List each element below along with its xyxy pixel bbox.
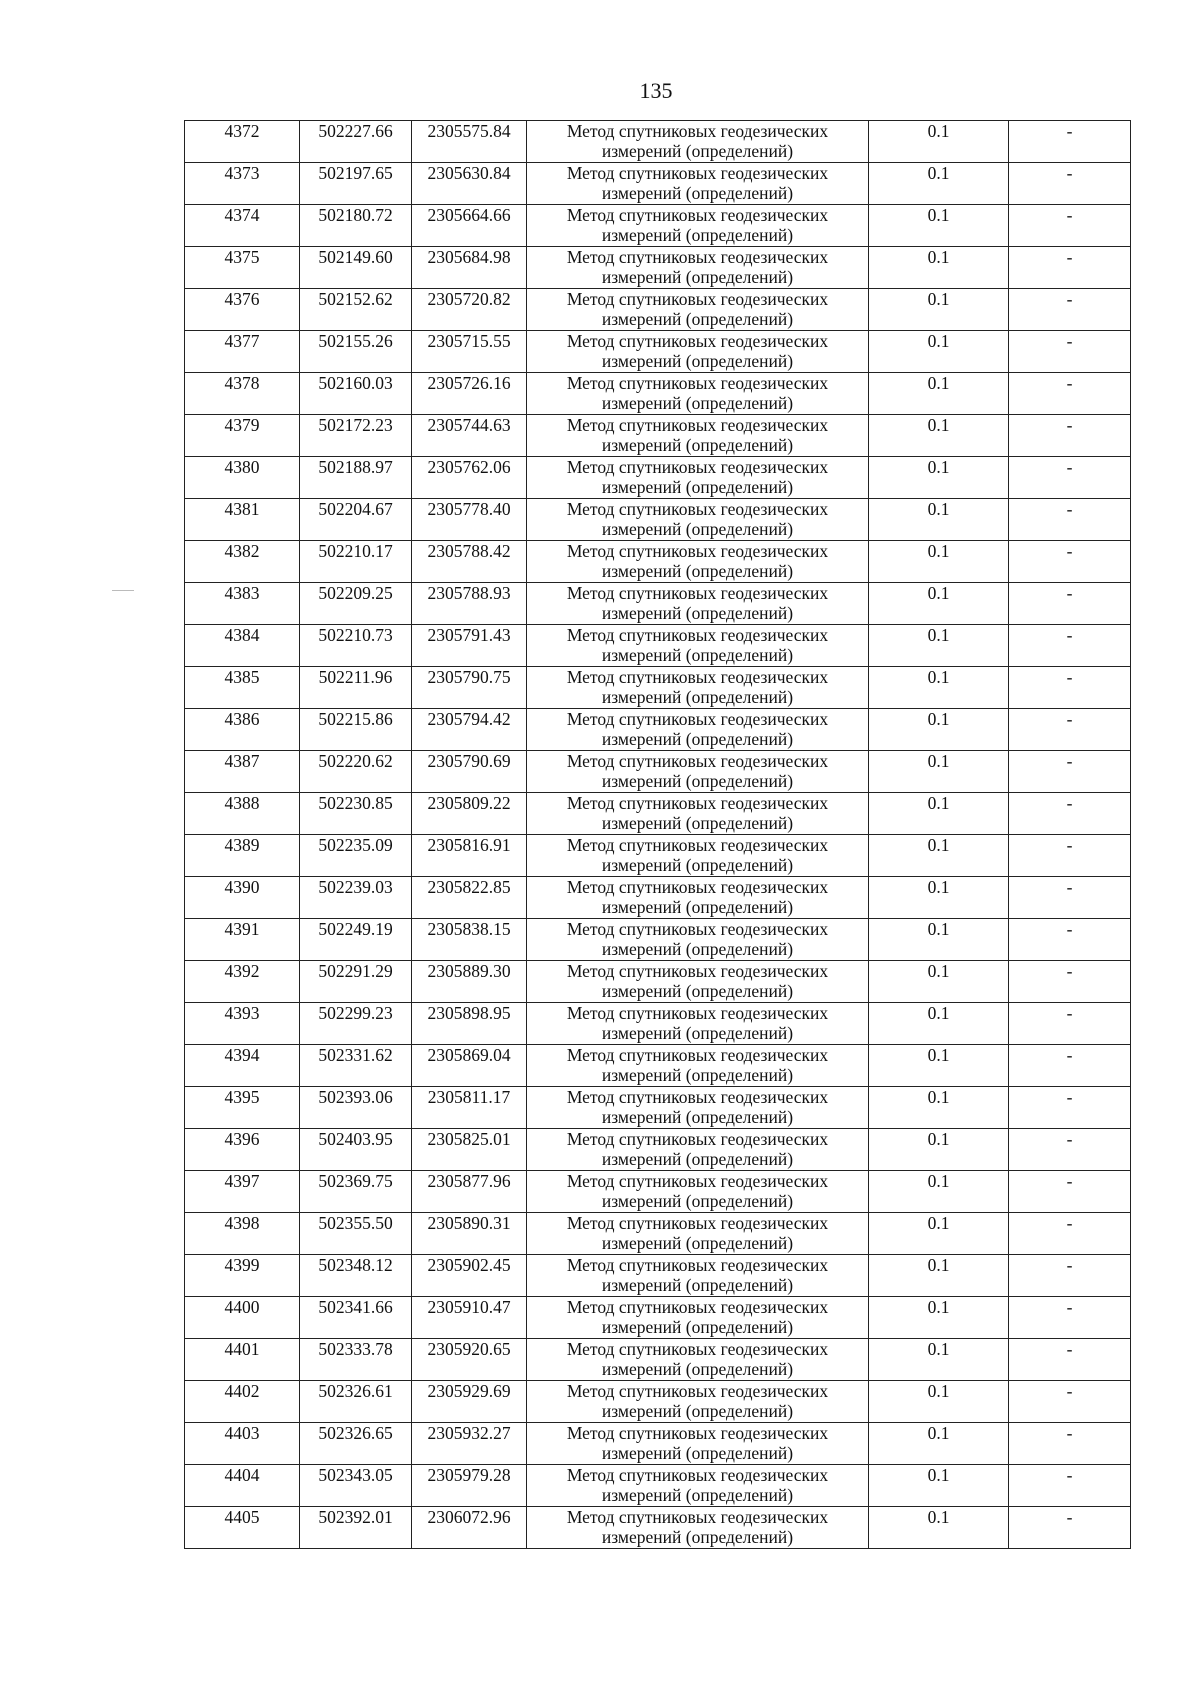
x-coordinate-cell: 502331.62 — [300, 1045, 412, 1087]
point-number-cell: 4392 — [185, 961, 300, 1003]
note-cell: - — [1009, 1381, 1131, 1423]
method-cell: Метод спутниковых геодезических измерений (определений) — [527, 751, 869, 793]
note-cell: - — [1009, 289, 1131, 331]
y-coordinate-cell: 2305762.06 — [412, 457, 527, 499]
x-coordinate-cell: 502291.29 — [300, 961, 412, 1003]
note-cell: - — [1009, 205, 1131, 247]
accuracy-cell: 0.1 — [869, 457, 1009, 499]
x-coordinate-cell: 502235.09 — [300, 835, 412, 877]
method-cell: Метод спутниковых геодезических измерений (определений) — [527, 1465, 869, 1507]
point-number-cell: 4374 — [185, 205, 300, 247]
table-row — [185, 415, 1131, 457]
x-coordinate-cell: 502369.75 — [300, 1171, 412, 1213]
method-cell: Метод спутниковых геодезических измерений (определений) — [527, 793, 869, 835]
note-cell: - — [1009, 1507, 1131, 1549]
point-number-cell: 4391 — [185, 919, 300, 961]
accuracy-cell: 0.1 — [869, 205, 1009, 247]
y-coordinate-cell: 2305778.40 — [412, 499, 527, 541]
x-coordinate-cell: 502326.61 — [300, 1381, 412, 1423]
method-cell: Метод спутниковых геодезических измерений (определений) — [527, 1423, 869, 1465]
accuracy-cell: 0.1 — [869, 331, 1009, 373]
accuracy-cell: 0.1 — [869, 1171, 1009, 1213]
method-cell: Метод спутниковых геодезических измерений (определений) — [527, 541, 869, 583]
accuracy-cell: 0.1 — [869, 793, 1009, 835]
point-number-cell: 4403 — [185, 1423, 300, 1465]
method-cell: Метод спутниковых геодезических измерений (определений) — [527, 1213, 869, 1255]
point-number-cell: 4385 — [185, 667, 300, 709]
note-cell: - — [1009, 709, 1131, 751]
point-number-cell: 4379 — [185, 415, 300, 457]
table-row — [185, 541, 1131, 583]
accuracy-cell: 0.1 — [869, 1381, 1009, 1423]
note-cell: - — [1009, 835, 1131, 877]
accuracy-cell: 0.1 — [869, 1339, 1009, 1381]
accuracy-cell: 0.1 — [869, 415, 1009, 457]
method-cell: Метод спутниковых геодезических измерений (определений) — [527, 877, 869, 919]
x-coordinate-cell: 502160.03 — [300, 373, 412, 415]
y-coordinate-cell: 2305790.75 — [412, 667, 527, 709]
table-row — [185, 499, 1131, 541]
x-coordinate-cell: 502355.50 — [300, 1213, 412, 1255]
table-row — [185, 1297, 1131, 1339]
table-row — [185, 1087, 1131, 1129]
note-cell: - — [1009, 163, 1131, 205]
method-cell: Метод спутниковых геодезических измерений (определений) — [527, 835, 869, 877]
note-cell: - — [1009, 1465, 1131, 1507]
note-cell: - — [1009, 541, 1131, 583]
accuracy-cell: 0.1 — [869, 961, 1009, 1003]
note-cell: - — [1009, 1213, 1131, 1255]
accuracy-cell: 0.1 — [869, 1297, 1009, 1339]
x-coordinate-cell: 502403.95 — [300, 1129, 412, 1171]
accuracy-cell: 0.1 — [869, 1087, 1009, 1129]
point-number-cell: 4394 — [185, 1045, 300, 1087]
table-row — [185, 457, 1131, 499]
accuracy-cell: 0.1 — [869, 541, 1009, 583]
table-row — [185, 793, 1131, 835]
method-cell: Метод спутниковых геодезических измерений (определений) — [527, 1045, 869, 1087]
y-coordinate-cell: 2305630.84 — [412, 163, 527, 205]
table-row — [185, 1465, 1131, 1507]
note-cell: - — [1009, 247, 1131, 289]
x-coordinate-cell: 502180.72 — [300, 205, 412, 247]
accuracy-cell: 0.1 — [869, 247, 1009, 289]
point-number-cell: 4384 — [185, 625, 300, 667]
method-cell: Метод спутниковых геодезических измерений (определений) — [527, 1507, 869, 1549]
y-coordinate-cell: 2305979.28 — [412, 1465, 527, 1507]
note-cell: - — [1009, 1087, 1131, 1129]
table-row — [185, 1339, 1131, 1381]
point-number-cell: 4377 — [185, 331, 300, 373]
method-cell: Метод спутниковых геодезических измерений (определений) — [527, 919, 869, 961]
y-coordinate-cell: 2305744.63 — [412, 415, 527, 457]
table-row — [185, 163, 1131, 205]
point-number-cell: 4390 — [185, 877, 300, 919]
table-row — [185, 625, 1131, 667]
method-cell: Метод спутниковых геодезических измерений (определений) — [527, 331, 869, 373]
note-cell: - — [1009, 583, 1131, 625]
method-cell: Метод спутниковых геодезических измерений (определений) — [527, 1003, 869, 1045]
method-cell: Метод спутниковых геодезических измерений (определений) — [527, 1129, 869, 1171]
x-coordinate-cell: 502239.03 — [300, 877, 412, 919]
accuracy-cell: 0.1 — [869, 751, 1009, 793]
x-coordinate-cell: 502149.60 — [300, 247, 412, 289]
point-number-cell: 4387 — [185, 751, 300, 793]
note-cell: - — [1009, 331, 1131, 373]
point-number-cell: 4386 — [185, 709, 300, 751]
note-cell: - — [1009, 1171, 1131, 1213]
y-coordinate-cell: 2305920.65 — [412, 1339, 527, 1381]
note-cell: - — [1009, 793, 1131, 835]
method-cell: Метод спутниковых геодезических измерений (определений) — [527, 415, 869, 457]
method-cell: Метод спутниковых геодезических измерений (определений) — [527, 1297, 869, 1339]
point-number-cell: 4398 — [185, 1213, 300, 1255]
accuracy-cell: 0.1 — [869, 919, 1009, 961]
x-coordinate-cell: 502341.66 — [300, 1297, 412, 1339]
x-coordinate-cell: 502227.66 — [300, 121, 412, 163]
note-cell: - — [1009, 961, 1131, 1003]
x-coordinate-cell: 502230.85 — [300, 793, 412, 835]
x-coordinate-cell: 502343.05 — [300, 1465, 412, 1507]
point-number-cell: 4400 — [185, 1297, 300, 1339]
method-cell: Метод спутниковых геодезических измерений (определений) — [527, 583, 869, 625]
point-number-cell: 4383 — [185, 583, 300, 625]
table-row — [185, 919, 1131, 961]
accuracy-cell: 0.1 — [869, 1507, 1009, 1549]
y-coordinate-cell: 2305811.17 — [412, 1087, 527, 1129]
x-coordinate-cell: 502220.62 — [300, 751, 412, 793]
method-cell: Метод спутниковых геодезических измерений (определений) — [527, 1339, 869, 1381]
y-coordinate-cell: 2305575.84 — [412, 121, 527, 163]
note-cell: - — [1009, 1045, 1131, 1087]
method-cell: Метод спутниковых геодезических измерений (определений) — [527, 247, 869, 289]
table-row — [185, 709, 1131, 751]
point-number-cell: 4376 — [185, 289, 300, 331]
table-row — [185, 205, 1131, 247]
note-cell: - — [1009, 415, 1131, 457]
method-cell: Метод спутниковых геодезических измерений (определений) — [527, 163, 869, 205]
y-coordinate-cell: 2305816.91 — [412, 835, 527, 877]
y-coordinate-cell: 2305825.01 — [412, 1129, 527, 1171]
y-coordinate-cell: 2305898.95 — [412, 1003, 527, 1045]
x-coordinate-cell: 502249.19 — [300, 919, 412, 961]
accuracy-cell: 0.1 — [869, 1045, 1009, 1087]
accuracy-cell: 0.1 — [869, 667, 1009, 709]
note-cell: - — [1009, 1423, 1131, 1465]
point-number-cell: 4405 — [185, 1507, 300, 1549]
method-cell: Метод спутниковых геодезических измерений (определений) — [527, 667, 869, 709]
accuracy-cell: 0.1 — [869, 835, 1009, 877]
note-cell: - — [1009, 919, 1131, 961]
table-row — [185, 1129, 1131, 1171]
note-cell: - — [1009, 373, 1131, 415]
point-number-cell: 4396 — [185, 1129, 300, 1171]
point-number-cell: 4397 — [185, 1171, 300, 1213]
x-coordinate-cell: 502188.97 — [300, 457, 412, 499]
x-coordinate-cell: 502210.73 — [300, 625, 412, 667]
y-coordinate-cell: 2305889.30 — [412, 961, 527, 1003]
table-row — [185, 835, 1131, 877]
x-coordinate-cell: 502210.17 — [300, 541, 412, 583]
y-coordinate-cell: 2305720.82 — [412, 289, 527, 331]
table-row — [185, 751, 1131, 793]
method-cell: Метод спутниковых геодезических измерений (определений) — [527, 709, 869, 751]
x-coordinate-cell: 502211.96 — [300, 667, 412, 709]
accuracy-cell: 0.1 — [869, 373, 1009, 415]
y-coordinate-cell: 2305902.45 — [412, 1255, 527, 1297]
accuracy-cell: 0.1 — [869, 1465, 1009, 1507]
accuracy-cell: 0.1 — [869, 121, 1009, 163]
page-number: 135 — [639, 78, 673, 103]
table-row — [185, 121, 1131, 163]
y-coordinate-cell: 2305684.98 — [412, 247, 527, 289]
x-coordinate-cell: 502172.23 — [300, 415, 412, 457]
y-coordinate-cell: 2305838.15 — [412, 919, 527, 961]
accuracy-cell: 0.1 — [869, 289, 1009, 331]
x-coordinate-cell: 502152.62 — [300, 289, 412, 331]
accuracy-cell: 0.1 — [869, 625, 1009, 667]
table-row — [185, 331, 1131, 373]
method-cell: Метод спутниковых геодезических измерений (определений) — [527, 205, 869, 247]
y-coordinate-cell: 2305794.42 — [412, 709, 527, 751]
method-cell: Метод спутниковых геодезических измерений (определений) — [527, 1381, 869, 1423]
point-number-cell: 4375 — [185, 247, 300, 289]
table-row — [185, 1213, 1131, 1255]
point-number-cell: 4372 — [185, 121, 300, 163]
method-cell: Метод спутниковых геодезических измерений (определений) — [527, 499, 869, 541]
table-row — [185, 1171, 1131, 1213]
table-row — [185, 289, 1131, 331]
point-number-cell: 4402 — [185, 1381, 300, 1423]
point-number-cell: 4381 — [185, 499, 300, 541]
table-row — [185, 1045, 1131, 1087]
y-coordinate-cell: 2305809.22 — [412, 793, 527, 835]
note-cell: - — [1009, 1339, 1131, 1381]
y-coordinate-cell: 2305929.69 — [412, 1381, 527, 1423]
note-cell: - — [1009, 1003, 1131, 1045]
y-coordinate-cell: 2306072.96 — [412, 1507, 527, 1549]
x-coordinate-cell: 502215.86 — [300, 709, 412, 751]
table-row — [185, 373, 1131, 415]
point-number-cell: 4393 — [185, 1003, 300, 1045]
method-cell: Метод спутниковых геодезических измерений (определений) — [527, 961, 869, 1003]
table-row — [185, 877, 1131, 919]
y-coordinate-cell: 2305869.04 — [412, 1045, 527, 1087]
x-coordinate-cell: 502393.06 — [300, 1087, 412, 1129]
point-number-cell: 4389 — [185, 835, 300, 877]
note-cell: - — [1009, 877, 1131, 919]
x-coordinate-cell: 502299.23 — [300, 1003, 412, 1045]
point-number-cell: 4373 — [185, 163, 300, 205]
point-number-cell: 4404 — [185, 1465, 300, 1507]
x-coordinate-cell: 502326.65 — [300, 1423, 412, 1465]
table-row — [185, 961, 1131, 1003]
y-coordinate-cell: 2305788.93 — [412, 583, 527, 625]
note-cell: - — [1009, 499, 1131, 541]
note-cell: - — [1009, 1297, 1131, 1339]
x-coordinate-cell: 502155.26 — [300, 331, 412, 373]
x-coordinate-cell: 502209.25 — [300, 583, 412, 625]
accuracy-cell: 0.1 — [869, 163, 1009, 205]
margin-mark — [112, 590, 134, 591]
note-cell: - — [1009, 625, 1131, 667]
y-coordinate-cell: 2305726.16 — [412, 373, 527, 415]
y-coordinate-cell: 2305715.55 — [412, 331, 527, 373]
point-number-cell: 4399 — [185, 1255, 300, 1297]
accuracy-cell: 0.1 — [869, 1003, 1009, 1045]
x-coordinate-cell: 502392.01 — [300, 1507, 412, 1549]
y-coordinate-cell: 2305664.66 — [412, 205, 527, 247]
table-row — [185, 1423, 1131, 1465]
method-cell: Метод спутниковых геодезических измерений (определений) — [527, 121, 869, 163]
point-number-cell: 4388 — [185, 793, 300, 835]
y-coordinate-cell: 2305788.42 — [412, 541, 527, 583]
point-number-cell: 4380 — [185, 457, 300, 499]
x-coordinate-cell: 502204.67 — [300, 499, 412, 541]
accuracy-cell: 0.1 — [869, 1423, 1009, 1465]
method-cell: Метод спутниковых геодезических измерений (определений) — [527, 1255, 869, 1297]
note-cell: - — [1009, 1255, 1131, 1297]
method-cell: Метод спутниковых геодезических измерений (определений) — [527, 1171, 869, 1213]
accuracy-cell: 0.1 — [869, 499, 1009, 541]
accuracy-cell: 0.1 — [869, 709, 1009, 751]
method-cell: Метод спутниковых геодезических измерений (определений) — [527, 625, 869, 667]
point-number-cell: 4378 — [185, 373, 300, 415]
table-row — [185, 1255, 1131, 1297]
y-coordinate-cell: 2305890.31 — [412, 1213, 527, 1255]
x-coordinate-cell: 502197.65 — [300, 163, 412, 205]
point-number-cell: 4401 — [185, 1339, 300, 1381]
method-cell: Метод спутниковых геодезических измерений (определений) — [527, 289, 869, 331]
note-cell: - — [1009, 1129, 1131, 1171]
y-coordinate-cell: 2305932.27 — [412, 1423, 527, 1465]
note-cell: - — [1009, 457, 1131, 499]
note-cell: - — [1009, 667, 1131, 709]
method-cell: Метод спутниковых геодезических измерений (определений) — [527, 1087, 869, 1129]
note-cell: - — [1009, 751, 1131, 793]
y-coordinate-cell: 2305790.69 — [412, 751, 527, 793]
table-row — [185, 1003, 1131, 1045]
y-coordinate-cell: 2305877.96 — [412, 1171, 527, 1213]
accuracy-cell: 0.1 — [869, 583, 1009, 625]
x-coordinate-cell: 502348.12 — [300, 1255, 412, 1297]
table-row — [185, 1381, 1131, 1423]
point-number-cell: 4382 — [185, 541, 300, 583]
table-row — [185, 1507, 1131, 1549]
point-number-cell: 4395 — [185, 1087, 300, 1129]
y-coordinate-cell: 2305822.85 — [412, 877, 527, 919]
table-body — [185, 121, 1131, 1549]
coordinates-table — [184, 120, 1131, 1549]
method-cell: Метод спутниковых геодезических измерений (определений) — [527, 373, 869, 415]
table-row — [185, 247, 1131, 289]
y-coordinate-cell: 2305791.43 — [412, 625, 527, 667]
accuracy-cell: 0.1 — [869, 1213, 1009, 1255]
y-coordinate-cell: 2305910.47 — [412, 1297, 527, 1339]
accuracy-cell: 0.1 — [869, 877, 1009, 919]
accuracy-cell: 0.1 — [869, 1129, 1009, 1171]
table-row — [185, 667, 1131, 709]
table-row — [185, 583, 1131, 625]
method-cell: Метод спутниковых геодезических измерений (определений) — [527, 457, 869, 499]
x-coordinate-cell: 502333.78 — [300, 1339, 412, 1381]
note-cell: - — [1009, 121, 1131, 163]
accuracy-cell: 0.1 — [869, 1255, 1009, 1297]
